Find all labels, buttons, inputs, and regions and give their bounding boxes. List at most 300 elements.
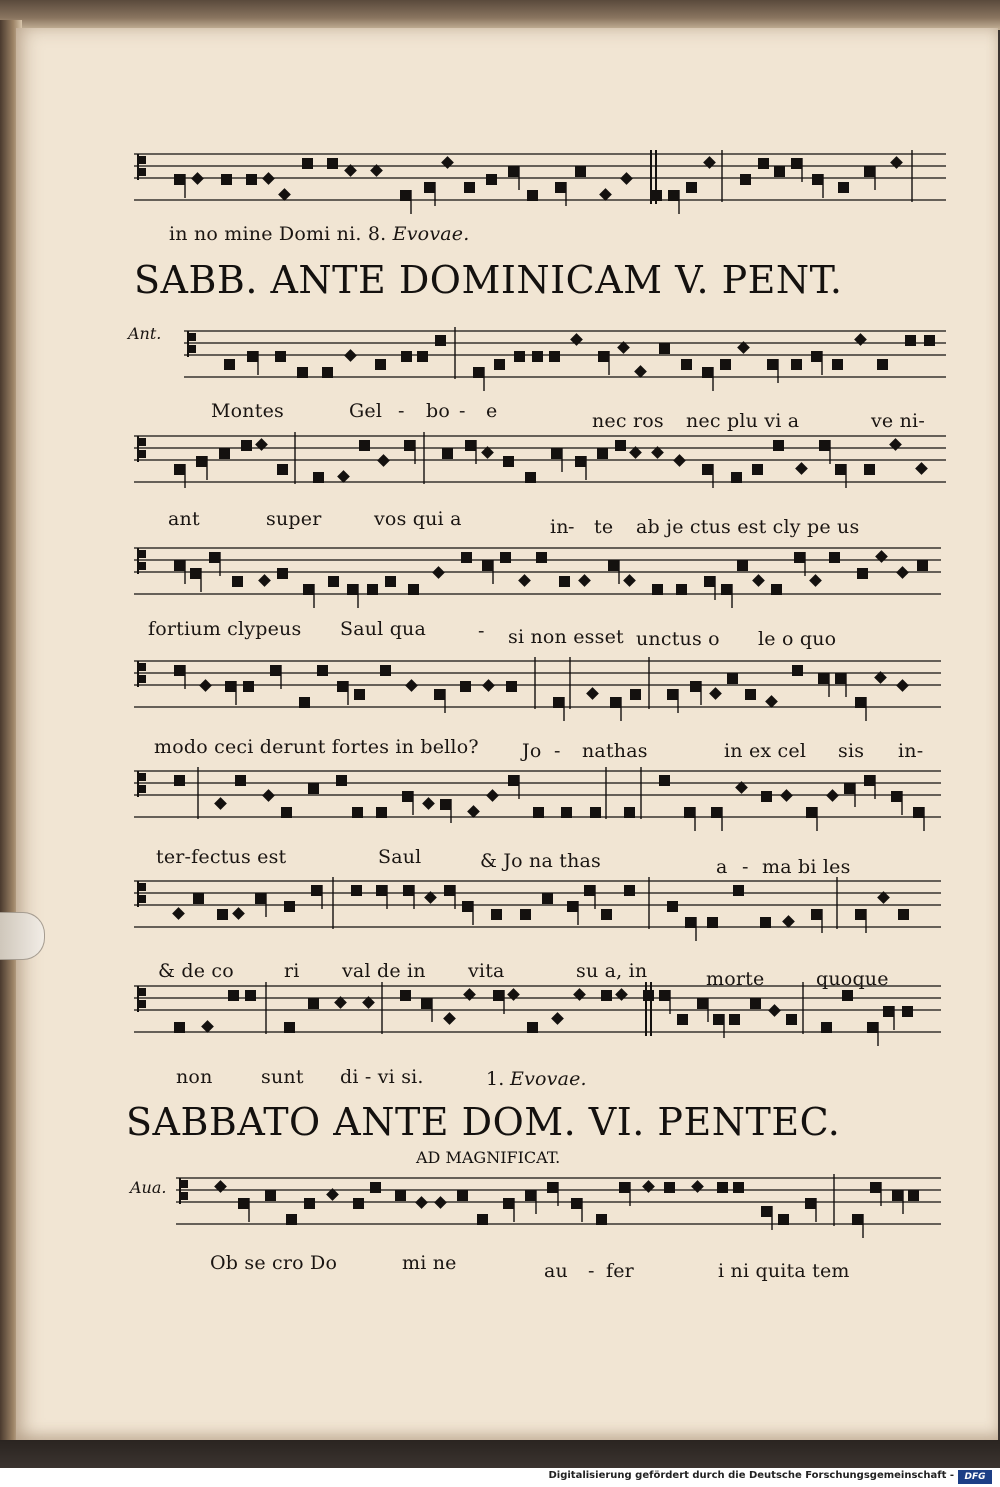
neume-square bbox=[401, 351, 412, 362]
clef-mark bbox=[180, 1180, 188, 1188]
neume-square bbox=[424, 182, 435, 193]
syllable: bo bbox=[426, 400, 451, 422]
neume-square bbox=[791, 359, 802, 370]
neume-square bbox=[667, 689, 678, 700]
neume-square bbox=[402, 791, 413, 802]
neume-rhombus bbox=[214, 1180, 227, 1193]
neume-square bbox=[219, 448, 230, 459]
neume-square bbox=[376, 807, 387, 818]
neume-square bbox=[567, 901, 578, 912]
syllable: sis bbox=[838, 740, 865, 762]
evovae-label: Evovae. bbox=[392, 223, 470, 245]
syllable: Montes bbox=[211, 400, 284, 422]
neume-rhombus bbox=[578, 574, 591, 587]
neume-rhombus bbox=[890, 156, 903, 169]
neume-square bbox=[737, 560, 748, 571]
neume-square bbox=[760, 917, 771, 928]
neume-rhombus bbox=[422, 797, 435, 810]
neume-square bbox=[750, 998, 761, 1009]
neume-square bbox=[844, 783, 855, 794]
neume-rhombus bbox=[620, 172, 633, 185]
neume-square bbox=[561, 807, 572, 818]
neume-square bbox=[597, 448, 608, 459]
neume-rhombus bbox=[875, 550, 888, 563]
neume-square bbox=[619, 1182, 630, 1193]
neume-rhombus bbox=[573, 988, 586, 1001]
neume-square bbox=[277, 568, 288, 579]
neume-rhombus bbox=[467, 805, 480, 818]
neume-square bbox=[265, 1190, 276, 1201]
neume-rhombus bbox=[262, 172, 275, 185]
syllable: i ni quita tem bbox=[718, 1260, 850, 1282]
neume-square bbox=[359, 440, 370, 451]
book-top-edge bbox=[0, 0, 1000, 30]
neume-rhombus bbox=[615, 988, 628, 1001]
neume-square bbox=[924, 335, 935, 346]
syllable: ter-fectus est bbox=[156, 846, 287, 868]
neume-square bbox=[322, 367, 333, 378]
neume-square bbox=[400, 190, 411, 201]
neume-square bbox=[385, 576, 396, 587]
clef-mark bbox=[180, 1192, 188, 1200]
neume-square bbox=[917, 560, 928, 571]
syllable: - bbox=[459, 400, 466, 422]
neume-square bbox=[243, 681, 254, 692]
neume-square bbox=[304, 1198, 315, 1209]
neume-square bbox=[575, 166, 586, 177]
neume-square bbox=[571, 1198, 582, 1209]
neume-square bbox=[684, 807, 695, 818]
neume-square bbox=[527, 1022, 538, 1033]
neume-square bbox=[536, 552, 547, 563]
neume-square bbox=[311, 885, 322, 896]
neume-square bbox=[740, 174, 751, 185]
clef-mark bbox=[138, 438, 146, 446]
neume-square bbox=[196, 456, 207, 467]
neume-square bbox=[435, 335, 446, 346]
neume-square bbox=[328, 576, 339, 587]
neume-square bbox=[773, 440, 784, 451]
neume-square bbox=[375, 359, 386, 370]
clef-mark bbox=[138, 883, 146, 891]
neume-square bbox=[832, 359, 843, 370]
neume-square bbox=[721, 584, 732, 595]
syllable: - bbox=[398, 400, 405, 422]
clef-mark bbox=[188, 345, 196, 353]
neume-square bbox=[503, 1198, 514, 1209]
syllable: ve ni- bbox=[871, 410, 925, 432]
neume-square bbox=[821, 1022, 832, 1033]
neume-square bbox=[786, 1014, 797, 1025]
neume-square bbox=[852, 1214, 863, 1225]
neume-square bbox=[601, 909, 612, 920]
neume-square bbox=[190, 568, 201, 579]
neume-square bbox=[608, 560, 619, 571]
digitization-footer bbox=[0, 1468, 1000, 1487]
neume-rhombus bbox=[826, 789, 839, 802]
neume-square bbox=[610, 697, 621, 708]
neume-square bbox=[835, 673, 846, 684]
neume-square bbox=[774, 166, 785, 177]
syllable: in ex cel bbox=[724, 740, 807, 762]
neume-square bbox=[370, 1182, 381, 1193]
syllable: fortium clypeus bbox=[148, 618, 302, 640]
neume-square bbox=[857, 568, 868, 579]
neume-square bbox=[327, 158, 338, 169]
neume-rhombus bbox=[443, 1012, 456, 1025]
neume-rhombus bbox=[405, 679, 418, 692]
neume-square bbox=[457, 1190, 468, 1201]
neume-square bbox=[174, 464, 185, 475]
neume-square bbox=[508, 775, 519, 786]
neume-square bbox=[442, 448, 453, 459]
neume-square bbox=[615, 440, 626, 451]
neume-square bbox=[913, 807, 924, 818]
neume-rhombus bbox=[507, 988, 520, 1001]
neume-square bbox=[864, 166, 875, 177]
neume-rhombus bbox=[551, 1012, 564, 1025]
neume-rhombus bbox=[752, 574, 765, 587]
clef-mark bbox=[138, 988, 146, 996]
neume-square bbox=[727, 673, 738, 684]
neume-rhombus bbox=[441, 156, 454, 169]
neume-square bbox=[883, 1006, 894, 1017]
neume-square bbox=[767, 359, 778, 370]
neume-square bbox=[867, 1022, 878, 1033]
syllable: - bbox=[742, 856, 749, 878]
neume-square bbox=[855, 909, 866, 920]
neume-square bbox=[559, 576, 570, 587]
neume-square bbox=[811, 351, 822, 362]
syllable: vos qui a bbox=[374, 508, 462, 530]
neume-square bbox=[892, 1190, 903, 1201]
neume-square bbox=[791, 158, 802, 169]
neume-square bbox=[174, 560, 185, 571]
neume-square bbox=[380, 665, 391, 676]
syllable: - bbox=[554, 740, 561, 762]
syllable: in- bbox=[898, 740, 924, 762]
neume-rhombus bbox=[262, 789, 275, 802]
book-bottom-edge bbox=[0, 1440, 1000, 1468]
neume-rhombus bbox=[434, 1196, 447, 1209]
neume-square bbox=[908, 1190, 919, 1201]
neume-rhombus bbox=[889, 438, 902, 451]
neume-square bbox=[704, 576, 715, 587]
neume-square bbox=[690, 681, 701, 692]
neume-rhombus bbox=[795, 462, 808, 475]
neume-square bbox=[281, 807, 292, 818]
neume-square bbox=[462, 901, 473, 912]
neume-square bbox=[337, 681, 348, 692]
neume-square bbox=[403, 885, 414, 896]
syllable: Saul bbox=[378, 846, 422, 868]
neume-square bbox=[464, 182, 475, 193]
neume-square bbox=[503, 456, 514, 467]
neume-square bbox=[659, 990, 670, 1001]
neume-square bbox=[905, 335, 916, 346]
syllable: nec ros bbox=[592, 410, 664, 432]
syllable: te bbox=[594, 516, 614, 538]
chant-subheading: AD MAGNIFICAT. bbox=[416, 1148, 561, 1167]
neume-square bbox=[408, 584, 419, 595]
neume-square bbox=[224, 359, 235, 370]
scanned-page bbox=[16, 28, 998, 1440]
neume-rhombus bbox=[570, 333, 583, 346]
neume-square bbox=[812, 174, 823, 185]
neume-rhombus bbox=[432, 566, 445, 579]
neume-square bbox=[681, 359, 692, 370]
neume-square bbox=[232, 576, 243, 587]
neume-square bbox=[771, 584, 782, 595]
neume-square bbox=[711, 807, 722, 818]
neume-square bbox=[308, 998, 319, 1009]
clef-mark bbox=[138, 675, 146, 683]
neume-square bbox=[245, 990, 256, 1001]
neume-square bbox=[514, 351, 525, 362]
clef-mark bbox=[138, 773, 146, 781]
neume-square bbox=[805, 1198, 816, 1209]
neume-square bbox=[643, 990, 654, 1001]
neume-square bbox=[297, 367, 308, 378]
neume-square bbox=[174, 665, 185, 676]
antiphon-label: Aua. bbox=[130, 1178, 167, 1197]
neume-square bbox=[902, 1006, 913, 1017]
neume-square bbox=[697, 998, 708, 1009]
neume-square bbox=[308, 783, 319, 794]
neume-square bbox=[174, 775, 185, 786]
music-score bbox=[16, 28, 998, 1440]
neume-rhombus bbox=[278, 188, 291, 201]
neume-square bbox=[729, 1014, 740, 1025]
neume-rhombus bbox=[599, 188, 612, 201]
neume-square bbox=[668, 190, 679, 201]
neume-rhombus bbox=[642, 1180, 655, 1193]
neume-square bbox=[720, 359, 731, 370]
neume-square bbox=[491, 909, 502, 920]
neume-square bbox=[676, 584, 687, 595]
syllable: mi ne bbox=[402, 1252, 457, 1274]
neume-rhombus bbox=[463, 988, 476, 1001]
neume-square bbox=[238, 1198, 249, 1209]
neume-square bbox=[347, 584, 358, 595]
neume-square bbox=[217, 909, 228, 920]
neume-square bbox=[284, 901, 295, 912]
neume-square bbox=[303, 584, 314, 595]
neume-rhombus bbox=[172, 907, 185, 920]
neume-square bbox=[659, 343, 670, 354]
clef-mark bbox=[138, 785, 146, 793]
syllable: ant bbox=[168, 508, 200, 530]
neume-rhombus bbox=[337, 470, 350, 483]
neume-square bbox=[707, 917, 718, 928]
neume-square bbox=[500, 552, 511, 563]
neume-square bbox=[228, 990, 239, 1001]
neume-square bbox=[465, 440, 476, 451]
lyric-line-1 bbox=[169, 223, 469, 245]
chant-heading: SABBATO ANTE DOM. VI. PENTEC. bbox=[126, 1100, 841, 1144]
neume-square bbox=[891, 791, 902, 802]
neume-rhombus bbox=[703, 156, 716, 169]
neume-square bbox=[460, 681, 471, 692]
neume-square bbox=[794, 552, 805, 563]
neume-square bbox=[731, 472, 742, 483]
neume-square bbox=[829, 552, 840, 563]
neume-square bbox=[275, 351, 286, 362]
neume-square bbox=[193, 893, 204, 904]
syllable: di - vi si. bbox=[340, 1066, 424, 1088]
neume-square bbox=[547, 1182, 558, 1193]
neume-square bbox=[246, 174, 257, 185]
neume-square bbox=[404, 440, 415, 451]
neume-square bbox=[761, 1206, 772, 1217]
syllable: in bbox=[550, 516, 569, 538]
neume-square bbox=[778, 1214, 789, 1225]
neume-square bbox=[284, 1022, 295, 1033]
syllable: & de co bbox=[158, 960, 234, 982]
neume-rhombus bbox=[691, 1180, 704, 1193]
neume-square bbox=[400, 990, 411, 1001]
neume-square bbox=[241, 440, 252, 451]
neume-square bbox=[686, 182, 697, 193]
syllable: nathas bbox=[582, 740, 648, 762]
syllable: ri bbox=[284, 960, 300, 982]
neume-square bbox=[302, 158, 313, 169]
neume-square bbox=[352, 807, 363, 818]
neume-square bbox=[864, 775, 875, 786]
clef-mark bbox=[138, 1000, 146, 1008]
neume-square bbox=[549, 351, 560, 362]
syllable: super bbox=[266, 508, 322, 530]
neume-square bbox=[525, 1190, 536, 1201]
neume-square bbox=[494, 359, 505, 370]
neume-rhombus bbox=[896, 679, 909, 692]
neume-square bbox=[313, 472, 324, 483]
syllable: vita bbox=[468, 960, 505, 982]
clef-mark bbox=[138, 663, 146, 671]
neume-square bbox=[835, 464, 846, 475]
neume-square bbox=[864, 464, 875, 475]
neume-rhombus bbox=[232, 907, 245, 920]
neume-rhombus bbox=[765, 695, 778, 708]
neume-square bbox=[870, 1182, 881, 1193]
neume-square bbox=[255, 893, 266, 904]
dfg-logo: DFG bbox=[958, 1470, 992, 1484]
neume-rhombus bbox=[482, 679, 495, 692]
neume-square bbox=[225, 681, 236, 692]
syllable: quoque bbox=[816, 968, 889, 990]
neume-square bbox=[819, 440, 830, 451]
antiphon-label: Ant. bbox=[128, 324, 162, 343]
syllable: fer bbox=[606, 1260, 634, 1282]
neume-square bbox=[421, 998, 432, 1009]
syllable: - bbox=[478, 620, 485, 642]
lyric-text: in no mine Domi ni. 8. bbox=[169, 223, 387, 245]
syllable: le o quo bbox=[758, 628, 837, 650]
neume-rhombus bbox=[191, 172, 204, 185]
neume-square bbox=[299, 697, 310, 708]
neume-rhombus bbox=[201, 1020, 214, 1033]
neume-square bbox=[461, 552, 472, 563]
neume-square bbox=[745, 689, 756, 700]
neume-rhombus bbox=[255, 438, 268, 451]
neume-square bbox=[758, 158, 769, 169]
neume-square bbox=[551, 448, 562, 459]
neume-rhombus bbox=[623, 574, 636, 587]
neume-square bbox=[898, 909, 909, 920]
clef-mark bbox=[188, 333, 196, 341]
neume-square bbox=[584, 885, 595, 896]
neume-square bbox=[575, 456, 586, 467]
neume-square bbox=[395, 1190, 406, 1201]
neume-square bbox=[440, 799, 451, 810]
neume-square bbox=[532, 351, 543, 362]
syllable: Ob se cro Do bbox=[210, 1252, 338, 1274]
neume-rhombus bbox=[915, 462, 928, 475]
syllable: ma bi les bbox=[762, 856, 851, 878]
neume-square bbox=[506, 681, 517, 692]
clef-mark bbox=[138, 156, 146, 164]
neume-square bbox=[353, 1198, 364, 1209]
evovae-label: Evovae. bbox=[510, 1068, 587, 1090]
neume-square bbox=[664, 1182, 675, 1193]
neume-square bbox=[477, 1214, 488, 1225]
neume-square bbox=[553, 697, 564, 708]
neume-square bbox=[351, 885, 362, 896]
neume-square bbox=[761, 791, 772, 802]
neume-square bbox=[542, 893, 553, 904]
neume-square bbox=[270, 665, 281, 676]
neume-square bbox=[598, 351, 609, 362]
neume-square bbox=[842, 990, 853, 1001]
neume-square bbox=[596, 1214, 607, 1225]
neume-square bbox=[493, 990, 504, 1001]
neume-rhombus bbox=[854, 333, 867, 346]
neume-square bbox=[555, 182, 566, 193]
neume-square bbox=[527, 190, 538, 201]
neume-square bbox=[811, 909, 822, 920]
neume-square bbox=[221, 174, 232, 185]
neume-rhombus bbox=[634, 365, 647, 378]
syllable: - bbox=[588, 1260, 595, 1282]
neume-square bbox=[247, 351, 258, 362]
neume-square bbox=[444, 885, 455, 896]
neume-rhombus bbox=[586, 687, 599, 700]
syllable: morte bbox=[706, 968, 765, 990]
syllable: 1. bbox=[486, 1068, 505, 1090]
neume-square bbox=[717, 1182, 728, 1193]
syllable: au bbox=[544, 1260, 568, 1282]
neume-square bbox=[677, 1014, 688, 1025]
clef-mark bbox=[138, 895, 146, 903]
neume-square bbox=[336, 775, 347, 786]
neume-square bbox=[473, 367, 484, 378]
neume-rhombus bbox=[782, 915, 795, 928]
neume-square bbox=[630, 689, 641, 700]
neume-square bbox=[733, 1182, 744, 1193]
syllable: non bbox=[176, 1066, 213, 1088]
neume-rhombus bbox=[258, 574, 271, 587]
clef-mark bbox=[138, 550, 146, 558]
neume-square bbox=[525, 472, 536, 483]
neume-rhombus bbox=[486, 789, 499, 802]
neume-rhombus bbox=[377, 454, 390, 467]
neume-square bbox=[752, 464, 763, 475]
syllable: & Jo na thas bbox=[480, 850, 602, 872]
syllable: val de in bbox=[342, 960, 426, 982]
syllable: si non esset bbox=[508, 626, 624, 648]
neume-square bbox=[174, 1022, 185, 1033]
syllable: nec plu vi a bbox=[686, 410, 800, 432]
